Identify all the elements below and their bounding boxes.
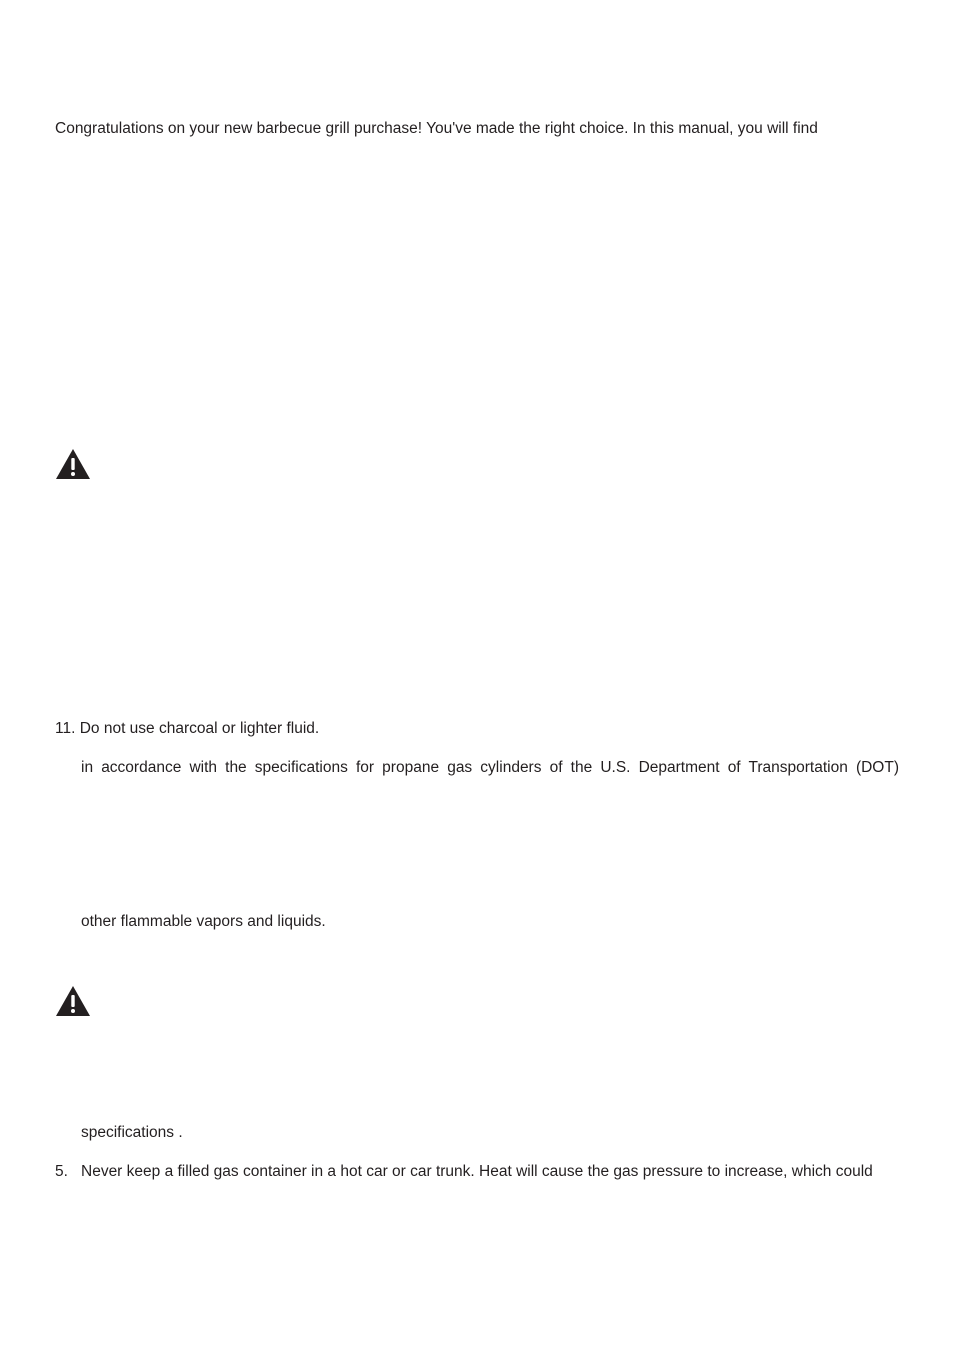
dot-specification-line: in accordance with the specifications for propane gas cylinders of the U.S. Department of Transportation (DOT): [81, 759, 899, 776]
specifications-line: specifications .: [81, 1124, 183, 1141]
safety-item-11: 11. Do not use charcoal or lighter fluid.: [55, 720, 320, 737]
warning-triangle-icon: [55, 985, 91, 1017]
intro-paragraph: Congratulations on your new barbecue grill purchase! You've made the right choice. In this manual, you will find: [55, 120, 818, 137]
flammable-vapors-line: other flammable vapors and liquids.: [81, 913, 326, 930]
item-text: Never keep a filled gas container in a hot car or car trunk. Heat will cause the gas pressure to increase, which could: [81, 1163, 873, 1180]
item-number: 5.: [55, 1163, 68, 1180]
warning-triangle-icon: [55, 448, 91, 480]
safety-item-5: [55, 1163, 873, 1181]
